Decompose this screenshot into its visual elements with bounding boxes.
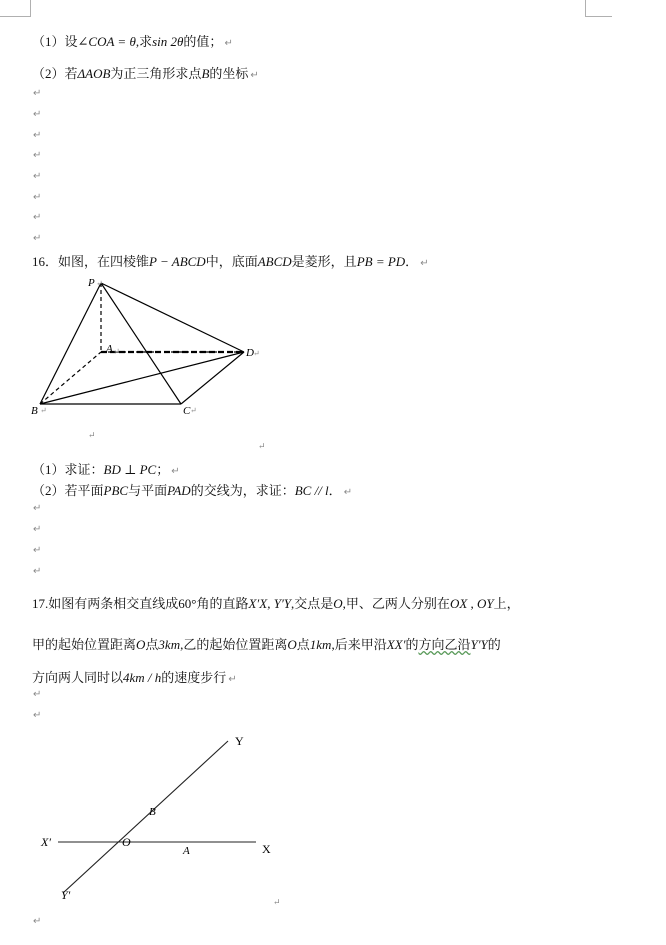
point-label-b: B	[149, 806, 156, 818]
paragraph-mark: ↵	[88, 430, 96, 440]
paragraph-mark: ↵	[40, 406, 47, 415]
vertex-label-p: P	[88, 277, 95, 289]
paragraph-mark: ↵	[33, 233, 42, 244]
road-label-y-prime: Y′	[61, 888, 71, 902]
q16-part2: （2）若平面PBC与平面PAD的交线为，求证：BC // l． ↵	[32, 483, 353, 498]
paragraph-mark: ↵	[33, 689, 42, 700]
paragraph-mark: ↵	[33, 130, 42, 141]
point-label-a: A	[183, 845, 190, 857]
q15-part2: （2）若ΔAOB为正三角形求点B的坐标 ↵	[32, 66, 259, 81]
paragraph-mark: ↵	[33, 916, 42, 927]
q16-part1: （1）求证：BD ⊥ PC； ↵	[32, 462, 180, 477]
paragraph-mark: ↵	[33, 88, 42, 99]
paragraph-mark: ↵	[33, 212, 42, 223]
paragraph-mark: ↵	[33, 524, 42, 535]
paragraph-mark: ↵	[33, 710, 42, 721]
point-label-o: O	[122, 835, 131, 849]
paragraph-mark: ↵	[96, 279, 103, 288]
vertex-label-a: A	[106, 343, 113, 355]
paragraph-mark: ↵	[258, 441, 266, 451]
q15-part1: （1）设∠COA = θ,求sin 2θ的值； ↵	[32, 34, 233, 49]
vertex-label-b: B	[31, 405, 38, 417]
paragraph-mark: ↵	[113, 347, 120, 356]
vertex-label-d: D	[246, 347, 254, 359]
q17-line2: 甲的起始位置距离O点3km,乙的起始位置距离O点1km,后来甲沿XX′的方向乙沿Y′Y的	[32, 637, 501, 652]
paragraph-mark: ↵	[33, 566, 42, 577]
paragraph-mark: ↵	[33, 109, 42, 120]
road-label-x: X	[262, 842, 271, 856]
vertex-label-c: C	[183, 405, 191, 417]
road-label-x-prime: X′	[41, 835, 51, 849]
paragraph-mark: ↵	[33, 545, 42, 556]
paragraph-mark: ↵	[253, 349, 260, 358]
road-label-y: Y	[235, 734, 244, 748]
q17-line3: 方向两人同时以4km / h的速度步行 ↵	[32, 670, 237, 685]
q17-line1: 17.如图有两条相交直线成60°角的直路X′X, Y′Y,交点是O,甲、乙两人分别在OX , OY上，	[32, 596, 520, 611]
paragraph-mark: ↵	[33, 150, 42, 161]
paragraph-mark: ↵	[190, 406, 197, 415]
paragraph-mark: ↵	[33, 503, 42, 514]
paragraph-mark: ↵	[273, 897, 281, 907]
paragraph-mark: ↵	[33, 192, 42, 203]
paragraph-mark: ↵	[33, 171, 42, 182]
q16-stem: 16．如图，在四棱锥P − ABCD中，底面ABCD是菱形，且PB = PD． ↵	[32, 254, 429, 269]
